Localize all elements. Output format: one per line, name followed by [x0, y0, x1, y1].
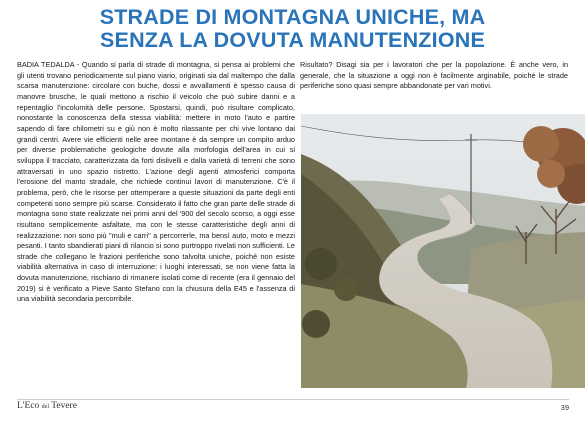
dateline: BADIA TEDALDA: [17, 60, 75, 69]
article-body-left-column: [17, 60, 295, 392]
headline-line-2: SENZA LA DOVUTA MANUTENZIONE: [99, 28, 486, 52]
publication-name-part: del: [41, 404, 50, 410]
article-headline: [0, 6, 585, 52]
article-text-right: Risultato? Disagi sia per i lavoratori che per la popolazione. È anche vero, in generale, che la situazione a oggi non è facilmente arginabile, poiché le strade periferiche sono quasi sempre abbandonate per vari motivi.: [300, 60, 568, 91]
headline-line-1: STRADE DI MONTAGNA UNICHE, MA: [99, 5, 486, 29]
article-text-left: - Quando si parla di strade di montagna, si pensa ai problemi che gli utenti trovano periodicamente sul piano viario, originati sia dal maltempo che dalla scarsa manutenzione: circolare con buche, dossi e avvallamenti è spesso causa di manovre brusche, le quali mettono a rischio il veicolo che può subire danni e a repentaglio l'incolumità delle persone. Spostarsi, quindi, può risultare complicato, nonostante la conoscenza della stessa viabilità: mettere in moto l'auto e partire sapendo di fare chilometri su e giù non è molto rilassante per chi vive lontano dai grandi centri. Avere vie efficienti nelle aree montane è da sempre un compito arduo per diverse problematiche geologiche dovute alla morfologia dell'area in cui si sviluppa il tracciato, caratterizzata da forti dislivelli e dalla varietà di terreni che sono attraversati in uno spazio ristretto. L'azione degli agenti atmosferici comporta l'erosione del manto stradale, che richiede continui lavori di manutenzione. C'è il problema, però, che le risorse per ottemperare a queste situazioni da parte degli enti competenti sono sempre più scarse. Considerato il fatto che gran parte delle strade di montagna sono state realizzate nei primi anni del '900 del secolo scorso, a oggi esse risultano semplicemente asfaltate, ma con le stesse caratteristiche degli anni di realizzazione: non sono più "muli e carri" a percorrerle, ma bensì auto, moto e mezzi pesanti. I tanto sbandierati piani di rilancio si sono purtroppo rivelati non sufficienti. Le strade che collegano le frazioni periferiche sono talvolta uniche, poiché non esiste viabilità alternativa in caso di interruzione: i luoghi interessati, se non viene fatta la dovuta manutenzione, rischiano di rimanere isolati come di recente (era il gennaio del 2019) si è verificato a Pieve Santo Stefano con la chiusura della E45 e l'assenza di una viabilità secondaria percorribile.: [17, 60, 295, 304]
publication-name-part: Tevere: [51, 401, 77, 411]
footer-rule: [17, 399, 569, 400]
mountain-road-photo: [301, 114, 585, 388]
publication-name-part: L'Eco: [17, 401, 40, 411]
article-body-right-column: [300, 60, 568, 92]
publication-name: [17, 401, 77, 411]
article-paragraph: [17, 60, 295, 305]
page-number: 39: [560, 403, 569, 412]
